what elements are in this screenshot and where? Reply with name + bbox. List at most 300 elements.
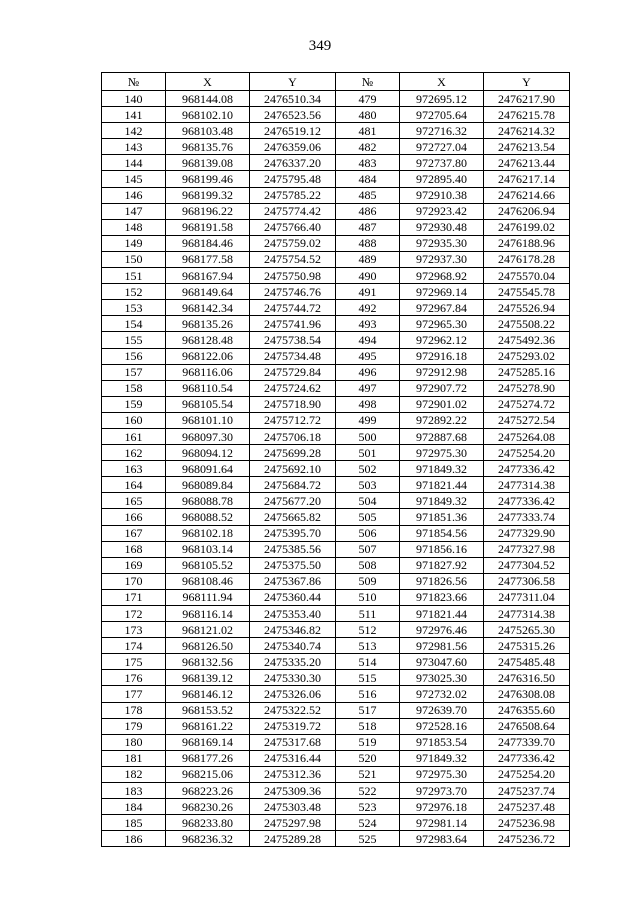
y-coordinate-left: 2475395.70 bbox=[250, 525, 336, 541]
table-row bbox=[102, 268, 570, 284]
y-coordinate-right: 2475236.72 bbox=[484, 831, 570, 847]
point-number-right: 487 bbox=[336, 219, 400, 235]
point-number-right: 522 bbox=[336, 783, 400, 799]
x-coordinate-left: 968103.48 bbox=[166, 123, 250, 139]
y-coordinate-right: 2477314.38 bbox=[484, 477, 570, 493]
x-coordinate-left: 968139.08 bbox=[166, 155, 250, 171]
point-number-right: 486 bbox=[336, 203, 400, 219]
point-number-right: 512 bbox=[336, 622, 400, 638]
point-number-right: 482 bbox=[336, 139, 400, 155]
point-number-right: 524 bbox=[336, 815, 400, 831]
table-row bbox=[102, 670, 570, 686]
x-coordinate-right: 972923.42 bbox=[400, 203, 484, 219]
x-coordinate-left: 968132.56 bbox=[166, 654, 250, 670]
point-number-left: 173 bbox=[102, 622, 166, 638]
point-number-right: 497 bbox=[336, 380, 400, 396]
y-coordinate-right: 2476316.50 bbox=[484, 670, 570, 686]
table-row bbox=[102, 380, 570, 396]
point-number-right: 489 bbox=[336, 251, 400, 267]
y-coordinate-left: 2476519.12 bbox=[250, 123, 336, 139]
point-number-left: 160 bbox=[102, 412, 166, 428]
y-coordinate-right: 2475285.16 bbox=[484, 364, 570, 380]
point-number-left: 168 bbox=[102, 541, 166, 557]
x-coordinate-right: 973047.60 bbox=[400, 654, 484, 670]
x-coordinate-right: 972973.70 bbox=[400, 783, 484, 799]
y-coordinate-right: 2475315.26 bbox=[484, 638, 570, 654]
y-coordinate-left: 2475319.72 bbox=[250, 718, 336, 734]
y-coordinate-left: 2476523.56 bbox=[250, 107, 336, 123]
y-coordinate-left: 2475335.20 bbox=[250, 654, 336, 670]
table-row bbox=[102, 364, 570, 380]
point-number-left: 141 bbox=[102, 107, 166, 123]
x-coordinate-left: 968223.26 bbox=[166, 783, 250, 799]
point-number-right: 504 bbox=[336, 493, 400, 509]
point-number-left: 170 bbox=[102, 573, 166, 589]
point-number-right: 509 bbox=[336, 573, 400, 589]
x-coordinate-left: 968139.12 bbox=[166, 670, 250, 686]
y-coordinate-left: 2475744.72 bbox=[250, 300, 336, 316]
point-number-right: 520 bbox=[336, 750, 400, 766]
y-coordinate-left: 2475330.30 bbox=[250, 670, 336, 686]
y-coordinate-left: 2475712.72 bbox=[250, 412, 336, 428]
y-coordinate-left: 2475729.84 bbox=[250, 364, 336, 380]
y-coordinate-left: 2475367.86 bbox=[250, 573, 336, 589]
x-coordinate-right: 972968.92 bbox=[400, 268, 484, 284]
point-number-left: 182 bbox=[102, 766, 166, 782]
y-coordinate-right: 2476213.54 bbox=[484, 139, 570, 155]
y-coordinate-right: 2477304.52 bbox=[484, 557, 570, 573]
x-coordinate-right: 972983.64 bbox=[400, 831, 484, 847]
point-number-left: 185 bbox=[102, 815, 166, 831]
point-number-left: 178 bbox=[102, 702, 166, 718]
x-coordinate-right: 971853.54 bbox=[400, 734, 484, 750]
header-y-right: Y bbox=[484, 73, 570, 91]
x-coordinate-right: 972962.12 bbox=[400, 332, 484, 348]
x-coordinate-left: 968184.46 bbox=[166, 235, 250, 251]
x-coordinate-right: 971856.16 bbox=[400, 541, 484, 557]
y-coordinate-right: 2475254.20 bbox=[484, 445, 570, 461]
y-coordinate-right: 2475237.74 bbox=[484, 783, 570, 799]
y-coordinate-left: 2475734.48 bbox=[250, 348, 336, 364]
x-coordinate-right: 972910.38 bbox=[400, 187, 484, 203]
table-row bbox=[102, 606, 570, 622]
y-coordinate-right: 2475485.48 bbox=[484, 654, 570, 670]
x-coordinate-left: 968088.52 bbox=[166, 509, 250, 525]
table-row bbox=[102, 654, 570, 670]
point-number-right: 495 bbox=[336, 348, 400, 364]
y-coordinate-right: 2477336.42 bbox=[484, 461, 570, 477]
y-coordinate-left: 2475677.20 bbox=[250, 493, 336, 509]
point-number-right: 525 bbox=[336, 831, 400, 847]
table-row bbox=[102, 766, 570, 782]
point-number-left: 146 bbox=[102, 187, 166, 203]
y-coordinate-left: 2475746.76 bbox=[250, 284, 336, 300]
x-coordinate-right: 972695.12 bbox=[400, 91, 484, 107]
x-coordinate-left: 968161.22 bbox=[166, 718, 250, 734]
x-coordinate-right: 972716.32 bbox=[400, 123, 484, 139]
y-coordinate-left: 2475316.44 bbox=[250, 750, 336, 766]
y-coordinate-right: 2476355.60 bbox=[484, 702, 570, 718]
x-coordinate-right: 972930.48 bbox=[400, 219, 484, 235]
x-coordinate-left: 968101.10 bbox=[166, 412, 250, 428]
x-coordinate-left: 968102.10 bbox=[166, 107, 250, 123]
y-coordinate-left: 2475724.62 bbox=[250, 380, 336, 396]
y-coordinate-right: 2476308.08 bbox=[484, 686, 570, 702]
table-row bbox=[102, 219, 570, 235]
x-coordinate-left: 968122.06 bbox=[166, 348, 250, 364]
point-number-left: 164 bbox=[102, 477, 166, 493]
point-number-right: 500 bbox=[336, 428, 400, 444]
point-number-right: 517 bbox=[336, 702, 400, 718]
point-number-right: 516 bbox=[336, 686, 400, 702]
x-coordinate-left: 968111.94 bbox=[166, 589, 250, 605]
point-number-right: 494 bbox=[336, 332, 400, 348]
table-body bbox=[102, 91, 570, 847]
y-coordinate-left: 2475312.36 bbox=[250, 766, 336, 782]
x-coordinate-left: 968089.84 bbox=[166, 477, 250, 493]
y-coordinate-left: 2475665.82 bbox=[250, 509, 336, 525]
y-coordinate-right: 2477339.70 bbox=[484, 734, 570, 750]
y-coordinate-left: 2475795.48 bbox=[250, 171, 336, 187]
point-number-left: 154 bbox=[102, 316, 166, 332]
table-row bbox=[102, 702, 570, 718]
point-number-right: 515 bbox=[336, 670, 400, 686]
point-number-right: 499 bbox=[336, 412, 400, 428]
table-row bbox=[102, 155, 570, 171]
y-coordinate-left: 2476359.06 bbox=[250, 139, 336, 155]
y-coordinate-left: 2475774.42 bbox=[250, 203, 336, 219]
point-number-left: 150 bbox=[102, 251, 166, 267]
x-coordinate-right: 971849.32 bbox=[400, 750, 484, 766]
point-number-left: 152 bbox=[102, 284, 166, 300]
x-coordinate-left: 968167.94 bbox=[166, 268, 250, 284]
x-coordinate-right: 972916.18 bbox=[400, 348, 484, 364]
page-number: 349 bbox=[308, 38, 332, 54]
x-coordinate-right: 971851.36 bbox=[400, 509, 484, 525]
table-row bbox=[102, 622, 570, 638]
point-number-left: 163 bbox=[102, 461, 166, 477]
table-row bbox=[102, 316, 570, 332]
point-number-right: 496 bbox=[336, 364, 400, 380]
point-number-left: 156 bbox=[102, 348, 166, 364]
point-number-right: 502 bbox=[336, 461, 400, 477]
x-coordinate-left: 968177.26 bbox=[166, 750, 250, 766]
y-coordinate-left: 2475684.72 bbox=[250, 477, 336, 493]
y-coordinate-right: 2475265.30 bbox=[484, 622, 570, 638]
x-coordinate-left: 968144.08 bbox=[166, 91, 250, 107]
y-coordinate-left: 2475375.50 bbox=[250, 557, 336, 573]
y-coordinate-left: 2476337.20 bbox=[250, 155, 336, 171]
table-row bbox=[102, 638, 570, 654]
point-number-right: 490 bbox=[336, 268, 400, 284]
x-coordinate-right: 972981.14 bbox=[400, 815, 484, 831]
table-header-row bbox=[102, 73, 570, 91]
x-coordinate-right: 971823.66 bbox=[400, 589, 484, 605]
point-number-left: 145 bbox=[102, 171, 166, 187]
x-coordinate-left: 968149.64 bbox=[166, 284, 250, 300]
x-coordinate-right: 972732.02 bbox=[400, 686, 484, 702]
x-coordinate-left: 968146.12 bbox=[166, 686, 250, 702]
x-coordinate-left: 968108.46 bbox=[166, 573, 250, 589]
point-number-left: 149 bbox=[102, 235, 166, 251]
x-coordinate-right: 972705.64 bbox=[400, 107, 484, 123]
point-number-left: 165 bbox=[102, 493, 166, 509]
x-coordinate-right: 972937.30 bbox=[400, 251, 484, 267]
header-number-left: № bbox=[102, 73, 166, 91]
point-number-left: 174 bbox=[102, 638, 166, 654]
y-coordinate-right: 2476217.14 bbox=[484, 171, 570, 187]
x-coordinate-right: 971854.56 bbox=[400, 525, 484, 541]
x-coordinate-right: 972976.18 bbox=[400, 799, 484, 815]
point-number-right: 505 bbox=[336, 509, 400, 525]
point-number-left: 167 bbox=[102, 525, 166, 541]
table-row bbox=[102, 428, 570, 444]
y-coordinate-right: 2475545.78 bbox=[484, 284, 570, 300]
y-coordinate-left: 2475309.36 bbox=[250, 783, 336, 799]
point-number-right: 484 bbox=[336, 171, 400, 187]
x-coordinate-right: 972737.80 bbox=[400, 155, 484, 171]
point-number-right: 480 bbox=[336, 107, 400, 123]
x-coordinate-left: 968199.32 bbox=[166, 187, 250, 203]
point-number-left: 155 bbox=[102, 332, 166, 348]
y-coordinate-left: 2475759.02 bbox=[250, 235, 336, 251]
y-coordinate-left: 2475360.44 bbox=[250, 589, 336, 605]
y-coordinate-left: 2475738.54 bbox=[250, 332, 336, 348]
x-coordinate-left: 968105.54 bbox=[166, 396, 250, 412]
x-coordinate-right: 972892.22 bbox=[400, 412, 484, 428]
point-number-right: 498 bbox=[336, 396, 400, 412]
point-number-left: 181 bbox=[102, 750, 166, 766]
x-coordinate-right: 972981.56 bbox=[400, 638, 484, 654]
y-coordinate-right: 2476217.90 bbox=[484, 91, 570, 107]
x-coordinate-left: 968121.02 bbox=[166, 622, 250, 638]
y-coordinate-left: 2475706.18 bbox=[250, 428, 336, 444]
point-number-right: 481 bbox=[336, 123, 400, 139]
coordinates-table bbox=[101, 72, 570, 847]
y-coordinate-right: 2475293.02 bbox=[484, 348, 570, 364]
x-coordinate-right: 972901.02 bbox=[400, 396, 484, 412]
y-coordinate-right: 2475570.04 bbox=[484, 268, 570, 284]
x-coordinate-left: 968128.48 bbox=[166, 332, 250, 348]
table-row bbox=[102, 461, 570, 477]
x-coordinate-left: 968105.52 bbox=[166, 557, 250, 573]
point-number-right: 488 bbox=[336, 235, 400, 251]
point-number-right: 519 bbox=[336, 734, 400, 750]
x-coordinate-right: 972912.98 bbox=[400, 364, 484, 380]
point-number-left: 184 bbox=[102, 799, 166, 815]
x-coordinate-left: 968196.22 bbox=[166, 203, 250, 219]
table-row bbox=[102, 91, 570, 107]
y-coordinate-right: 2477306.58 bbox=[484, 573, 570, 589]
x-coordinate-right: 972639.70 bbox=[400, 702, 484, 718]
x-coordinate-left: 968103.14 bbox=[166, 541, 250, 557]
y-coordinate-right: 2475237.48 bbox=[484, 799, 570, 815]
x-coordinate-left: 968191.58 bbox=[166, 219, 250, 235]
header-x-left: X bbox=[166, 73, 250, 91]
x-coordinate-left: 968153.52 bbox=[166, 702, 250, 718]
x-coordinate-left: 968110.54 bbox=[166, 380, 250, 396]
y-coordinate-left: 2475346.82 bbox=[250, 622, 336, 638]
x-coordinate-right: 972975.30 bbox=[400, 766, 484, 782]
x-coordinate-left: 968199.46 bbox=[166, 171, 250, 187]
x-coordinate-left: 968135.76 bbox=[166, 139, 250, 155]
table-row bbox=[102, 412, 570, 428]
y-coordinate-right: 2477336.42 bbox=[484, 750, 570, 766]
y-coordinate-right: 2475492.36 bbox=[484, 332, 570, 348]
table-row bbox=[102, 493, 570, 509]
y-coordinate-left: 2475766.40 bbox=[250, 219, 336, 235]
y-coordinate-left: 2475353.40 bbox=[250, 606, 336, 622]
table-row bbox=[102, 831, 570, 847]
header-x-right: X bbox=[400, 73, 484, 91]
point-number-right: 513 bbox=[336, 638, 400, 654]
y-coordinate-left: 2475289.28 bbox=[250, 831, 336, 847]
y-coordinate-right: 2475526.94 bbox=[484, 300, 570, 316]
point-number-left: 186 bbox=[102, 831, 166, 847]
y-coordinate-left: 2475303.48 bbox=[250, 799, 336, 815]
point-number-left: 140 bbox=[102, 91, 166, 107]
y-coordinate-right: 2475278.90 bbox=[484, 380, 570, 396]
point-number-left: 142 bbox=[102, 123, 166, 139]
table-row bbox=[102, 783, 570, 799]
point-number-left: 166 bbox=[102, 509, 166, 525]
table-row bbox=[102, 123, 570, 139]
x-coordinate-right: 972727.04 bbox=[400, 139, 484, 155]
point-number-left: 175 bbox=[102, 654, 166, 670]
table-row bbox=[102, 171, 570, 187]
table-row bbox=[102, 396, 570, 412]
table-row bbox=[102, 284, 570, 300]
y-coordinate-left: 2475741.96 bbox=[250, 316, 336, 332]
table-row bbox=[102, 686, 570, 702]
point-number-left: 148 bbox=[102, 219, 166, 235]
point-number-left: 158 bbox=[102, 380, 166, 396]
header-y-left: Y bbox=[250, 73, 336, 91]
table-row bbox=[102, 300, 570, 316]
header-number-right: № bbox=[336, 73, 400, 91]
y-coordinate-right: 2477327.98 bbox=[484, 541, 570, 557]
y-coordinate-right: 2476199.02 bbox=[484, 219, 570, 235]
y-coordinate-right: 2476206.94 bbox=[484, 203, 570, 219]
point-number-left: 183 bbox=[102, 783, 166, 799]
table-row bbox=[102, 187, 570, 203]
point-number-left: 151 bbox=[102, 268, 166, 284]
x-coordinate-left: 968102.18 bbox=[166, 525, 250, 541]
x-coordinate-left: 968088.78 bbox=[166, 493, 250, 509]
x-coordinate-right: 972969.14 bbox=[400, 284, 484, 300]
x-coordinate-right: 971821.44 bbox=[400, 606, 484, 622]
point-number-right: 508 bbox=[336, 557, 400, 573]
point-number-left: 157 bbox=[102, 364, 166, 380]
point-number-right: 492 bbox=[336, 300, 400, 316]
point-number-right: 507 bbox=[336, 541, 400, 557]
point-number-right: 483 bbox=[336, 155, 400, 171]
y-coordinate-left: 2475385.56 bbox=[250, 541, 336, 557]
point-number-left: 169 bbox=[102, 557, 166, 573]
x-coordinate-right: 973025.30 bbox=[400, 670, 484, 686]
y-coordinate-left: 2475326.06 bbox=[250, 686, 336, 702]
x-coordinate-right: 971849.32 bbox=[400, 461, 484, 477]
point-number-right: 506 bbox=[336, 525, 400, 541]
x-coordinate-right: 972528.16 bbox=[400, 718, 484, 734]
x-coordinate-right: 972887.68 bbox=[400, 428, 484, 444]
point-number-left: 144 bbox=[102, 155, 166, 171]
point-number-left: 171 bbox=[102, 589, 166, 605]
y-coordinate-right: 2477336.42 bbox=[484, 493, 570, 509]
x-coordinate-left: 968230.26 bbox=[166, 799, 250, 815]
y-coordinate-left: 2475692.10 bbox=[250, 461, 336, 477]
point-number-right: 521 bbox=[336, 766, 400, 782]
x-coordinate-left: 968142.34 bbox=[166, 300, 250, 316]
table-row bbox=[102, 203, 570, 219]
y-coordinate-left: 2476510.34 bbox=[250, 91, 336, 107]
x-coordinate-left: 968091.64 bbox=[166, 461, 250, 477]
point-number-left: 177 bbox=[102, 686, 166, 702]
point-number-right: 523 bbox=[336, 799, 400, 815]
y-coordinate-left: 2475718.90 bbox=[250, 396, 336, 412]
point-number-left: 179 bbox=[102, 718, 166, 734]
x-coordinate-right: 971849.32 bbox=[400, 493, 484, 509]
y-coordinate-right: 2477314.38 bbox=[484, 606, 570, 622]
y-coordinate-left: 2475340.74 bbox=[250, 638, 336, 654]
x-coordinate-left: 968236.32 bbox=[166, 831, 250, 847]
y-coordinate-right: 2477333.74 bbox=[484, 509, 570, 525]
x-coordinate-left: 968097.30 bbox=[166, 428, 250, 444]
y-coordinate-left: 2475750.98 bbox=[250, 268, 336, 284]
point-number-left: 143 bbox=[102, 139, 166, 155]
y-coordinate-right: 2476188.96 bbox=[484, 235, 570, 251]
point-number-left: 159 bbox=[102, 396, 166, 412]
y-coordinate-right: 2475264.08 bbox=[484, 428, 570, 444]
table-row bbox=[102, 509, 570, 525]
y-coordinate-right: 2477311.04 bbox=[484, 589, 570, 605]
x-coordinate-left: 968215.06 bbox=[166, 766, 250, 782]
point-number-right: 511 bbox=[336, 606, 400, 622]
x-coordinate-left: 968116.14 bbox=[166, 606, 250, 622]
table-row bbox=[102, 750, 570, 766]
x-coordinate-right: 971826.56 bbox=[400, 573, 484, 589]
x-coordinate-left: 968116.06 bbox=[166, 364, 250, 380]
table-row bbox=[102, 799, 570, 815]
point-number-right: 510 bbox=[336, 589, 400, 605]
point-number-right: 503 bbox=[336, 477, 400, 493]
y-coordinate-right: 2475254.20 bbox=[484, 766, 570, 782]
y-coordinate-left: 2475322.52 bbox=[250, 702, 336, 718]
table-row bbox=[102, 541, 570, 557]
table-row bbox=[102, 235, 570, 251]
y-coordinate-right: 2476214.66 bbox=[484, 187, 570, 203]
x-coordinate-right: 971827.92 bbox=[400, 557, 484, 573]
x-coordinate-right: 972907.72 bbox=[400, 380, 484, 396]
point-number-right: 493 bbox=[336, 316, 400, 332]
x-coordinate-left: 968094.12 bbox=[166, 445, 250, 461]
table-row bbox=[102, 573, 570, 589]
y-coordinate-left: 2475297.98 bbox=[250, 815, 336, 831]
y-coordinate-left: 2475754.52 bbox=[250, 251, 336, 267]
y-coordinate-right: 2477329.90 bbox=[484, 525, 570, 541]
table-row bbox=[102, 734, 570, 750]
x-coordinate-right: 972935.30 bbox=[400, 235, 484, 251]
x-coordinate-right: 971821.44 bbox=[400, 477, 484, 493]
y-coordinate-left: 2475785.22 bbox=[250, 187, 336, 203]
y-coordinate-right: 2475274.72 bbox=[484, 396, 570, 412]
table-row bbox=[102, 445, 570, 461]
point-number-right: 518 bbox=[336, 718, 400, 734]
table-row bbox=[102, 477, 570, 493]
point-number-left: 153 bbox=[102, 300, 166, 316]
x-coordinate-left: 968135.26 bbox=[166, 316, 250, 332]
y-coordinate-right: 2476214.32 bbox=[484, 123, 570, 139]
